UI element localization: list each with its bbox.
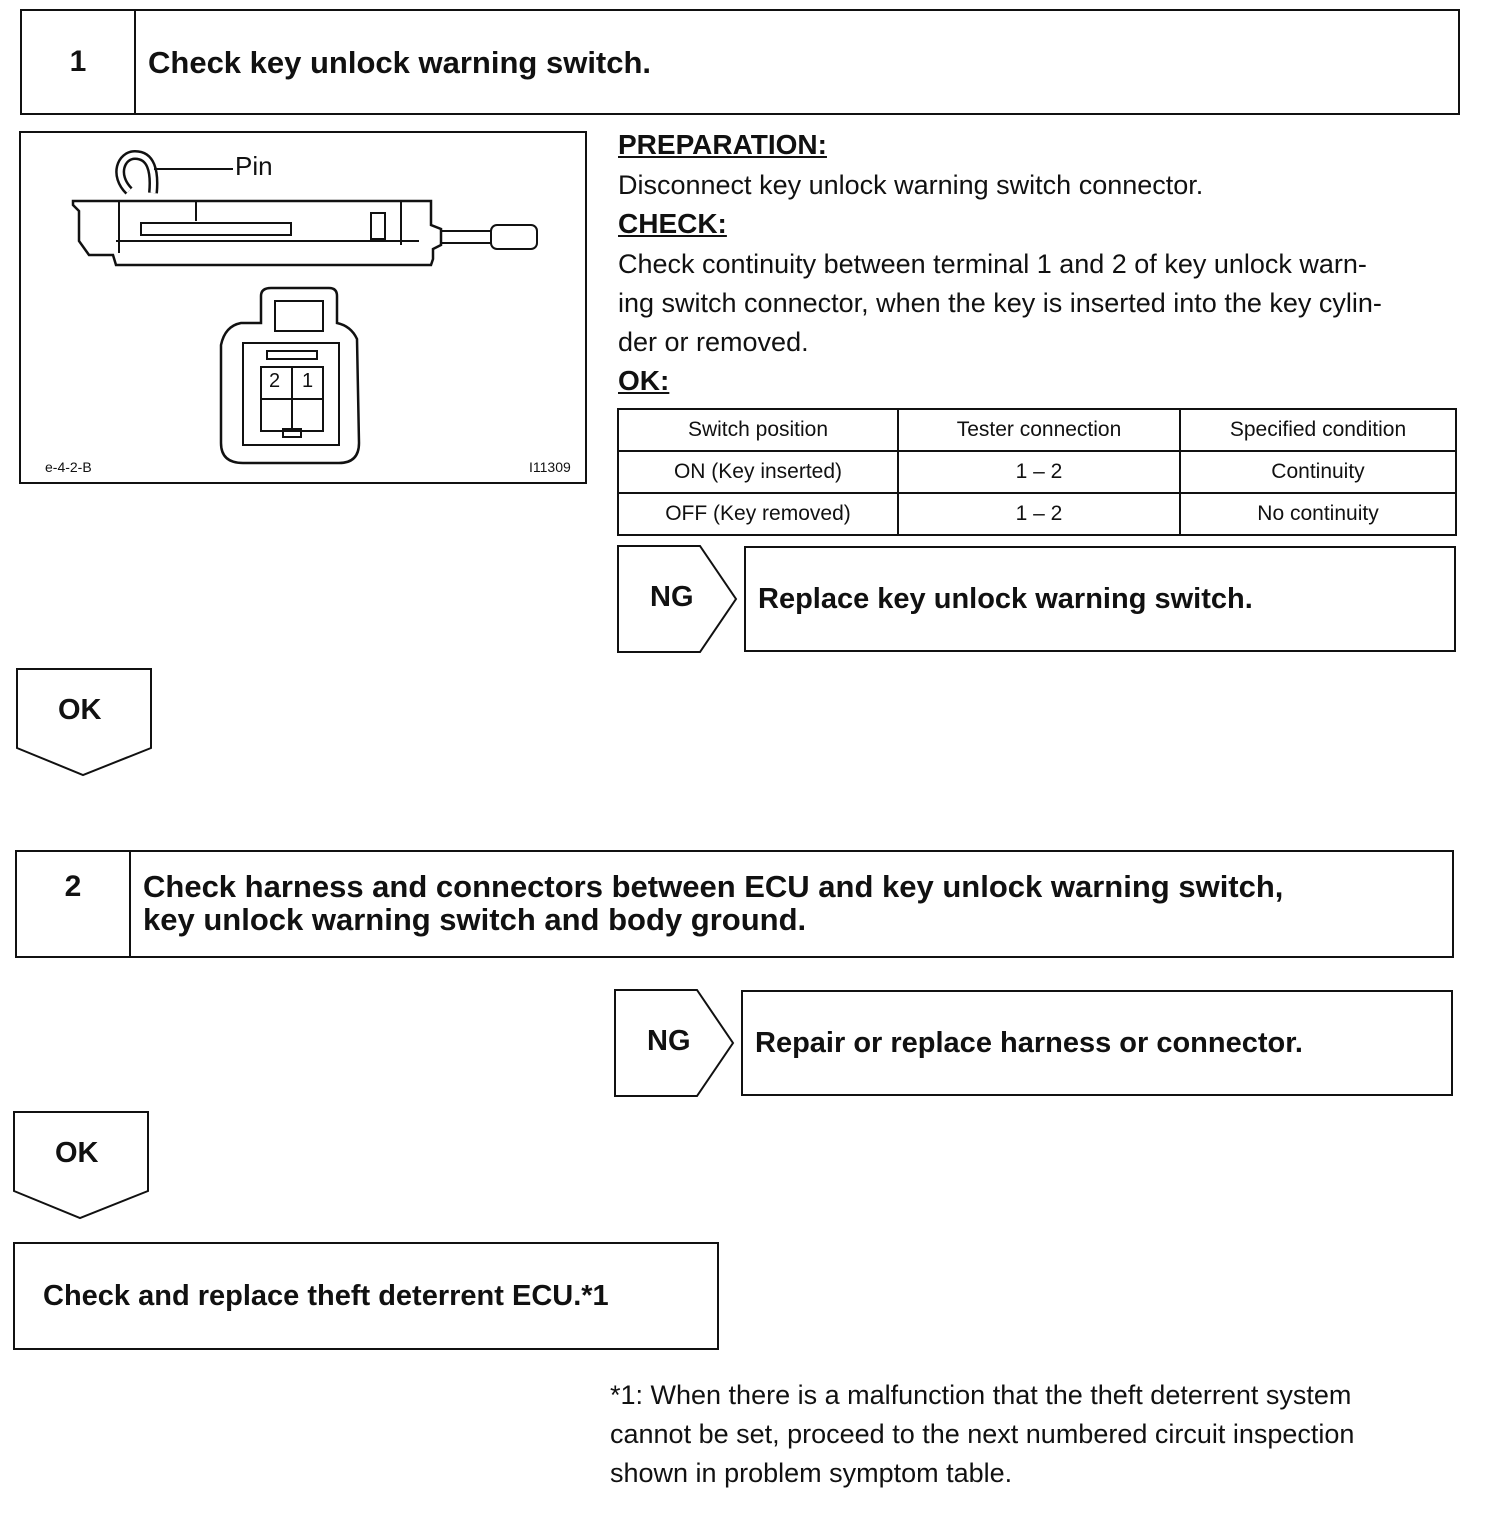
figure-code-right: I11309 (529, 459, 571, 475)
footnote-line-1: *1: When there is a malfunction that the theft deterrent system (610, 1380, 1352, 1410)
table-cell: ON (Key inserted) (618, 451, 898, 493)
final-action-box: Check and replace theft deterrent ECU.*1 (13, 1242, 719, 1350)
ok-branch-1 (16, 668, 154, 778)
ng-action-box: Repair or replace harness or connector. (741, 990, 1453, 1096)
table-cell: 1 – 2 (898, 451, 1180, 493)
step-title-line-1: Check harness and connectors between ECU and key unlock warning switch, (143, 869, 1284, 904)
table-header: Specified condition (1180, 409, 1456, 451)
table-header: Switch position (618, 409, 898, 451)
preparation-text: Disconnect key unlock warning switch connector. (618, 170, 1204, 200)
footnote-line-3: shown in problem symptom table. (610, 1458, 1013, 1488)
step-number: 1 (22, 11, 136, 113)
footnote-line-2: cannot be set, proceed to the next numbered circuit inspection (610, 1419, 1355, 1449)
ng-action-box: Replace key unlock warning switch. (744, 546, 1456, 652)
ng-branch-1 (616, 544, 1458, 654)
key-unlock-switch-drawing (21, 133, 585, 482)
table-cell: 1 – 2 (898, 493, 1180, 535)
terminal-2-label: 2 (269, 370, 281, 392)
table-header-row (618, 409, 1456, 451)
step-title: Check key unlock warning switch. (148, 44, 652, 80)
check-text-line-2: ing switch connector, when the key is inserted into the key cylin- (618, 288, 1382, 318)
check-text-line-1: Check continuity between terminal 1 and 2 of key unlock warn- (618, 249, 1367, 279)
ok-label: OK (55, 1137, 99, 1169)
ng-tab-label: NG (647, 1025, 691, 1057)
ok-branch-2 (13, 1111, 151, 1221)
terminal-1-label: 1 (302, 370, 314, 392)
ok-heading: OK: (618, 365, 670, 396)
check-heading: CHECK: (618, 208, 727, 239)
table-cell: Continuity (1180, 451, 1456, 493)
step-title-line-2: key unlock warning switch and body ground. (143, 902, 807, 937)
table-cell: No continuity (1180, 493, 1456, 535)
preparation-heading: PREPARATION: (618, 129, 827, 160)
pin-label: Pin (235, 151, 273, 181)
ng-branch-2 (613, 988, 1455, 1098)
table-row (618, 493, 1456, 535)
step-2-header (15, 850, 1454, 958)
connector-illustration (19, 131, 587, 484)
specification-table (617, 408, 1457, 536)
ng-tab-label: NG (650, 581, 694, 613)
table-cell: OFF (Key removed) (618, 493, 898, 535)
ok-label: OK (58, 694, 102, 726)
table-header: Tester connection (898, 409, 1180, 451)
table-row (618, 451, 1456, 493)
step-title (131, 852, 1452, 956)
check-text-line-3: der or removed. (618, 327, 809, 357)
step-1-header (20, 9, 1460, 115)
step-number: 2 (17, 852, 131, 956)
figure-code-left: e-4-2-B (45, 459, 92, 475)
